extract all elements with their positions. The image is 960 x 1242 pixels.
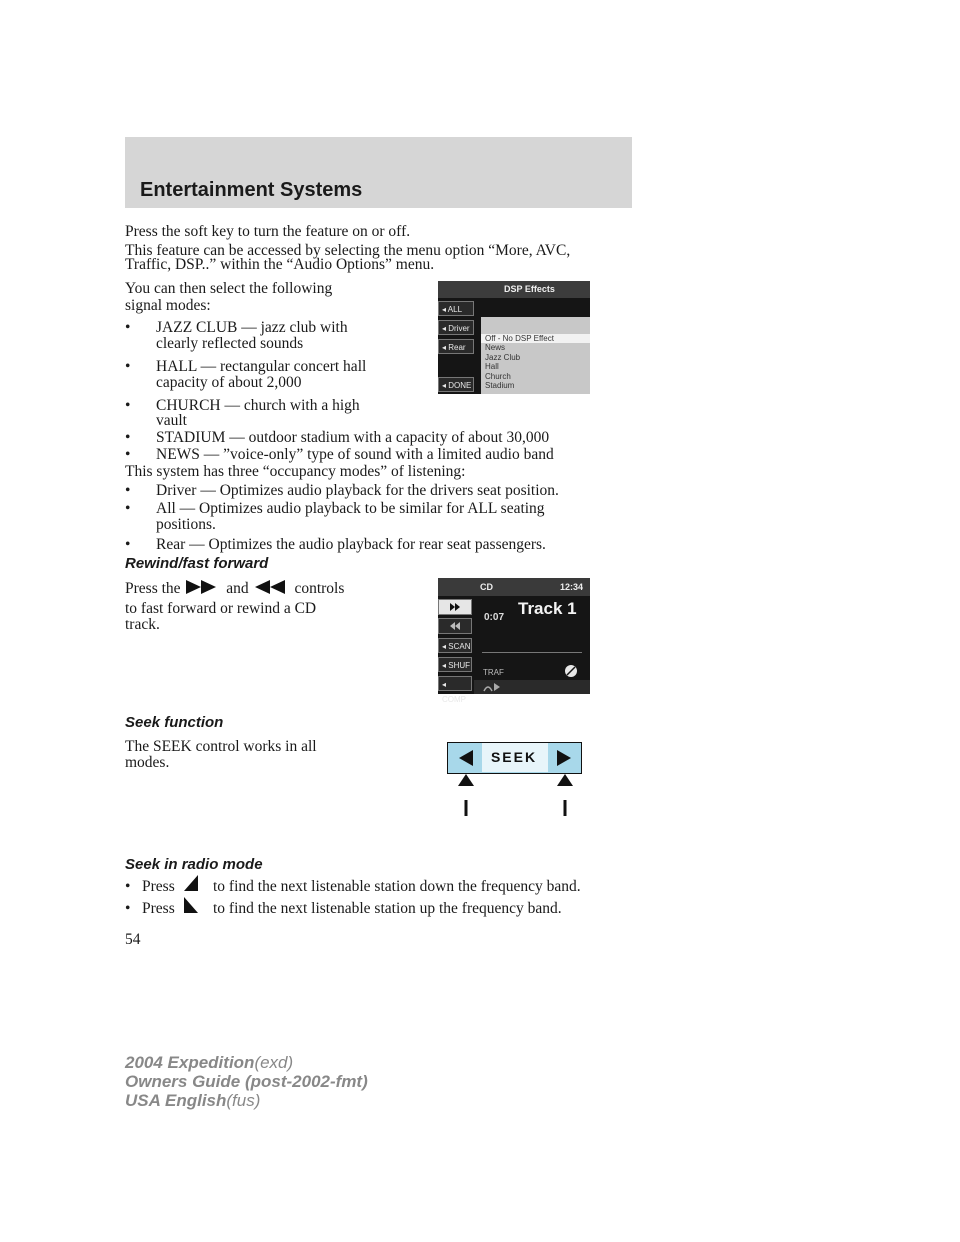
list-item-text: HALL — rectangular concert hall	[156, 358, 367, 375]
list-item-text: Press	[142, 878, 175, 895]
list-item[interactable]: Hall	[485, 362, 499, 372]
list-item-text: capacity of about 2,000	[156, 374, 302, 391]
softkey-comp[interactable]: ◂ COMP	[438, 676, 472, 691]
intro-line: Traffic, DSP..” within the “Audio Options” menu.	[125, 256, 435, 273]
bullet: •	[125, 500, 131, 517]
intro-line: This feature can be accessed by selecting the menu option “More, AVC,	[125, 242, 571, 259]
arrow-up-icon	[458, 774, 474, 821]
bullet: •	[125, 482, 131, 499]
list-item-text: positions.	[156, 516, 216, 533]
list-item-text: STADIUM — outdoor stadium with a capacity of about 30,000	[156, 429, 550, 446]
fast-forward-icon	[186, 580, 220, 598]
page-number: 54	[125, 931, 141, 948]
seek-line: The SEEK control works in all	[125, 738, 317, 755]
track-title: Track 1	[518, 599, 577, 618]
footer-text: Owners Guide (post-2002-fmt)	[125, 1072, 368, 1091]
rewind-text: controls	[294, 580, 345, 597]
section-heading: Seek function	[125, 714, 224, 731]
source-label: CD	[480, 582, 493, 592]
list-item	[125, 429, 625, 446]
seek-up-icon[interactable]	[557, 750, 571, 771]
bullet: •	[125, 429, 131, 446]
seek-up-icon	[184, 897, 198, 917]
footer	[125, 1053, 368, 1110]
traffic-indicator: TRAF	[483, 668, 504, 677]
list-item-text: CHURCH — church with a high	[156, 397, 360, 414]
footer-text: (fus)	[226, 1091, 261, 1110]
softkey-all[interactable]: ◂ ALL	[438, 301, 474, 316]
dsp-effects-screen	[438, 281, 590, 394]
rewind-text: and	[226, 580, 249, 597]
seek-down-icon	[184, 875, 198, 895]
list-item-text: JAZZ CLUB — jazz club with	[156, 319, 348, 336]
softkey-driver[interactable]: ◂ Driver	[438, 320, 474, 335]
list-item	[125, 397, 415, 433]
seek-line: modes.	[125, 754, 170, 771]
options-list	[481, 317, 590, 394]
list-item-text: Press	[142, 900, 175, 917]
fast-forward-softkey[interactable]	[438, 599, 472, 615]
list-item[interactable]: Church	[485, 371, 511, 381]
footer-text: 2004 Expedition	[125, 1053, 255, 1072]
list-item[interactable]: News	[485, 343, 506, 353]
elapsed-time: 0:07	[484, 612, 505, 623]
bullet: •	[125, 536, 131, 553]
list-item	[125, 446, 625, 463]
section-heading: Rewind/fast forward	[125, 555, 269, 572]
rewind-line: track.	[125, 616, 160, 633]
list-item-text: clearly reflected sounds	[156, 335, 304, 352]
list-item	[125, 900, 645, 917]
softkey-done[interactable]: ◂ DONE	[438, 377, 474, 392]
list-item-text: to find the next listenable station up the frequency band.	[213, 900, 562, 917]
rewind-text: Press the	[125, 580, 181, 597]
occupancy-intro: This system has three “occupancy modes” of listening:	[125, 463, 466, 480]
list-item	[125, 878, 645, 895]
list-item[interactable]: Off - No DSP Effect	[485, 334, 554, 343]
list-item	[125, 500, 625, 536]
softkey-scan[interactable]: ◂ SCAN	[438, 638, 472, 653]
cd-screen	[438, 578, 590, 704]
bullet: •	[125, 358, 131, 375]
list-item-text: All — Optimizes audio playback to be similar for ALL seating	[156, 500, 545, 517]
section-title: Entertainment Systems	[140, 179, 363, 201]
bullet: •	[125, 319, 131, 336]
list-item-text: to find the next listenable station down the frequency band.	[213, 878, 581, 895]
list-item[interactable]: Stadium	[485, 381, 515, 391]
section-heading: Seek in radio mode	[125, 856, 263, 873]
intro-line: signal modes:	[125, 297, 211, 314]
screen-title: DSP Effects	[504, 284, 555, 294]
footer-text: (exd)	[254, 1053, 294, 1072]
list-item-text: Driver — Optimizes audio playback for the drivers seat position.	[156, 482, 559, 499]
status-bar	[474, 680, 590, 694]
intro-line: You can then select the following	[125, 280, 333, 297]
rewind-line: to fast forward or rewind a CD	[125, 600, 317, 617]
bullet: •	[125, 446, 131, 463]
list-item-text: NEWS — ”voice-only” type of sound with a limited audio band	[156, 446, 554, 463]
bullet: •	[125, 397, 131, 414]
divider	[482, 652, 582, 653]
softkey-rear[interactable]: ◂ Rear	[438, 339, 474, 354]
rewind-line	[125, 580, 344, 598]
list-item	[125, 482, 625, 499]
list-item	[125, 536, 625, 553]
list-item-text: vault	[156, 412, 187, 429]
list-item-text: Rear — Optimizes the audio playback for rear seat passengers.	[156, 536, 546, 553]
footer-text: USA English	[125, 1091, 227, 1110]
intro-line: Press the soft key to turn the feature on or off.	[125, 223, 411, 240]
rewind-softkey[interactable]	[438, 618, 472, 634]
rewind-icon	[255, 580, 289, 598]
seek-label: SEEK	[490, 749, 538, 765]
softkey-shuf[interactable]: ◂ SHUF	[438, 657, 472, 672]
bullet: •	[125, 900, 131, 917]
clock: 12:34	[560, 582, 584, 592]
list-item	[125, 358, 415, 394]
seek-control[interactable]	[447, 742, 582, 774]
bullet: •	[125, 878, 131, 895]
arrow-up-icon	[557, 774, 573, 821]
list-item	[125, 319, 415, 355]
list-item[interactable]: Jazz Club	[485, 352, 521, 362]
